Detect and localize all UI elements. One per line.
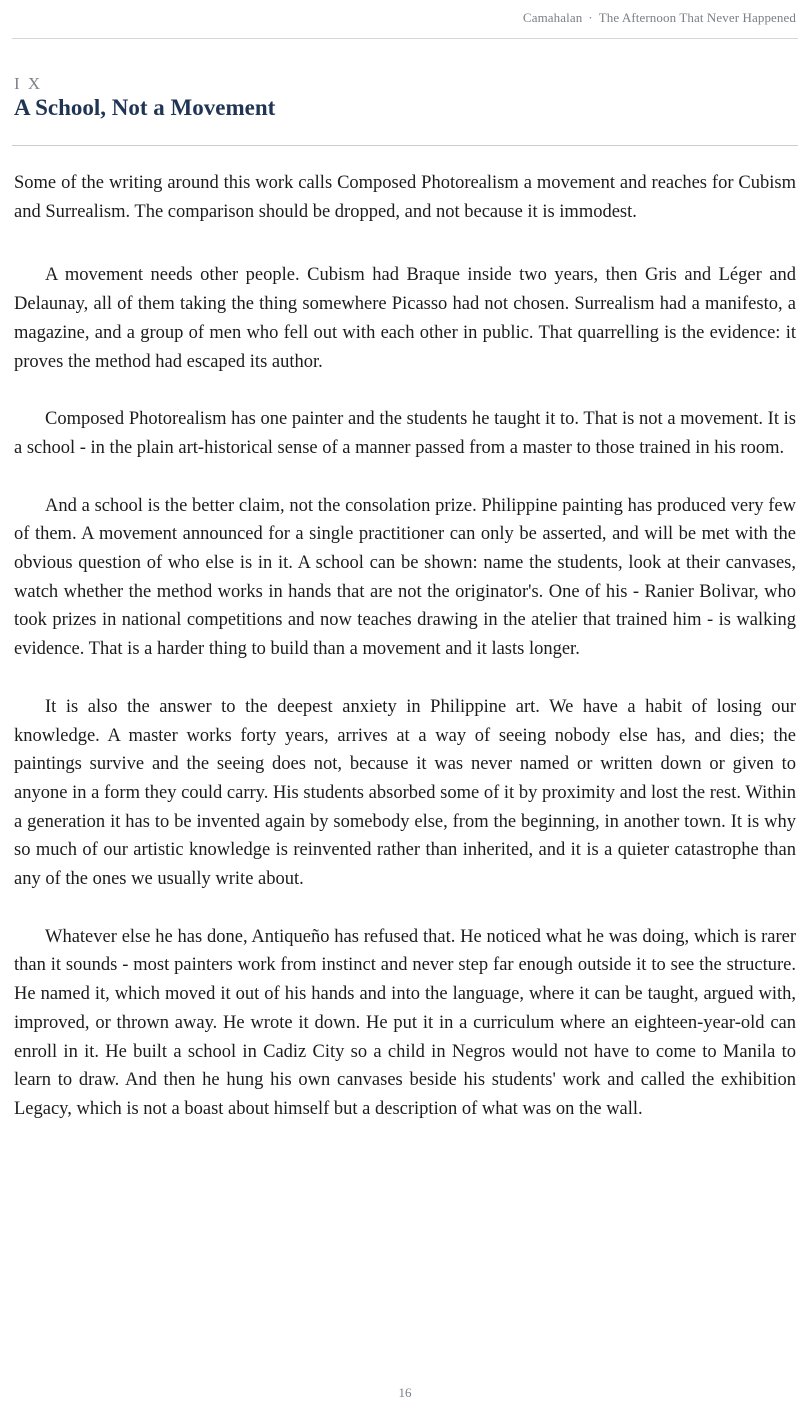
header-book-title: The Afternoon That Never Happened (598, 10, 796, 25)
paragraph: It is also the answer to the deepest anxiety in Philippine art. We have a habit of losing our knowledge. A master works forty years, arrives at a way of seeing nobody else has, and dies; the paintings survive and the seeing does not, because it was never named or written down or given to anyone in a form they could carry. His students absorbed some of it by proximity and lost the rest. Within a generation it has to be invented again by somebody else, from the beginning, in another town. It is why so much of our artistic knowledge is reinvented rather than inherited, and it is a quieter catastrophe than any of the ones we usually write about. (14, 696, 796, 890)
chapter-number: I X (14, 74, 43, 93)
chapter-title: A School, Not a Movement (14, 95, 276, 120)
running-header (523, 10, 796, 26)
header-divider (12, 38, 798, 39)
chapter-body (14, 169, 796, 1153)
paragraph: Some of the writing around this work calls Composed Photorealism a movement and reaches for Cubism and Surrealism. The comparison should be dropped, and not because it is immodest. (14, 173, 796, 222)
page-number: 16 (398, 1385, 412, 1400)
header-separator: · (588, 10, 593, 25)
paragraph: Composed Photorealism has one painter and the students he taught it to. That is not a movement. It is a school - in the plain art-historical sense of a manner passed from a master to those trained in his room. (14, 409, 796, 458)
title-divider (12, 145, 798, 146)
paragraph: A movement needs other people. Cubism had Braque inside two years, then Gris and Léger and Delaunay, all of them taking the thing somewhere Picasso had not chosen. Surrealism had a manifesto, a magazine, and a group of men who fell out with each other in public. That quarrelling is the evidence: it proves the method had escaped its author. (14, 265, 796, 372)
header-author: Camahalan (522, 10, 583, 25)
paragraph: And a school is the better claim, not the consolation prize. Philippine painting has produced very few of them. A movement announced for a single practitioner can only be asserted, and will be met with the obvious question of who else is in it. A school can be shown: name the students, look at their canvases, watch whether the method works in hands that are not the originator's. One of his - Ranier Bolivar, who took prizes in national competitions and now teaches drawing in the atelier that trained him - is walking evidence. That is a harder thing to build than a movement and it lasts longer. (14, 495, 796, 660)
paragraph: Whatever else he has done, Antiqueño has refused that. He noticed what he was doing, which is rarer than it sounds - most painters work from instinct and never step far enough outside it to see the structure. He named it, which moved it out of his hands and into the language, where it can be taught, argued with, improved, or thrown away. He wrote it down. He put it in a curriculum where an eighteen-year-old can enroll in it. He built a school in Cadiz City so a child in Negros would not have to come to Manila to learn to draw. And then he hung his own canvases beside his students' work and called the exhibition Legacy, which is not a boast about himself but a description of what was on the wall. (14, 926, 796, 1119)
